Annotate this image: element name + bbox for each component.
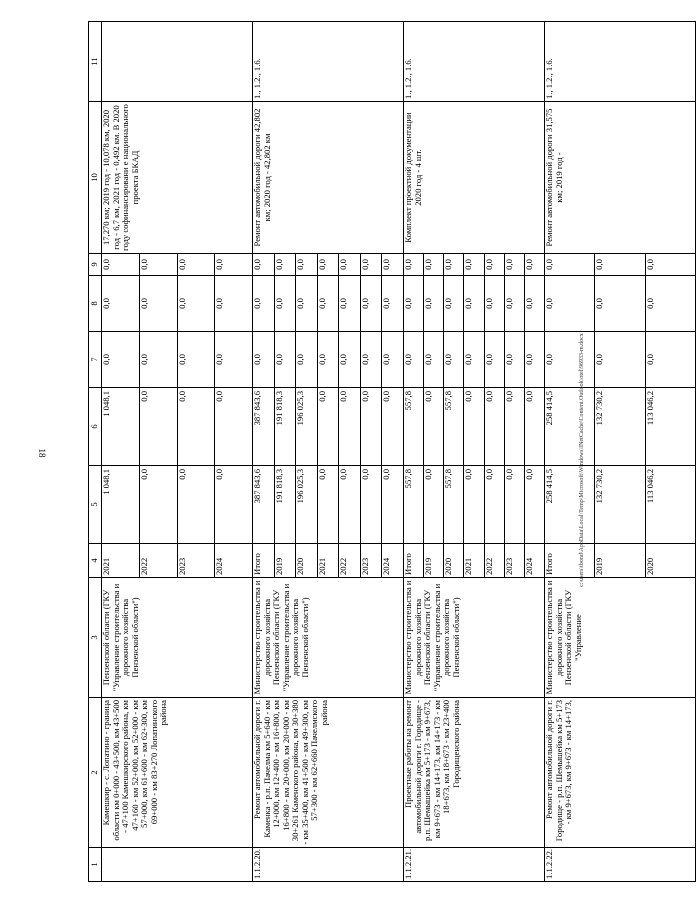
total-amount-cell: 0,0: [424, 466, 444, 544]
year-cell: Итого: [404, 544, 424, 578]
total-amount-cell: 0,0: [484, 466, 504, 544]
federal-budget-cell: 0,0: [645, 332, 695, 388]
header-cell: 5: [89, 466, 102, 544]
header-cell: 2: [89, 698, 102, 848]
federal-budget-cell: 0,0: [253, 332, 275, 388]
local-budget-cell: 0,0: [404, 276, 424, 332]
total-amount-cell: 557,8: [444, 466, 464, 544]
local-budget-cell: 0,0: [382, 276, 404, 332]
local-budget-cell: 0,0: [360, 276, 382, 332]
header-cell: 3: [89, 578, 102, 698]
total-amount-cell: 557,8: [404, 466, 424, 544]
year-cell: 2024: [382, 544, 404, 578]
federal-budget-cell: 0,0: [177, 332, 215, 388]
extra-budget-cell: 0,0: [177, 254, 215, 276]
header-cell: 8: [89, 276, 102, 332]
federal-budget-cell: 0,0: [444, 332, 464, 388]
local-budget-cell: 0,0: [545, 276, 595, 332]
total-amount-cell: 0,0: [504, 466, 524, 544]
item-number-cell: [102, 848, 253, 882]
extra-budget-cell: 0,0: [504, 254, 524, 276]
result-cell: Комплект проектной документации 2020 год - 4 шт.: [404, 102, 545, 254]
local-budget-cell: 0,0: [177, 276, 215, 332]
year-cell: 2024: [215, 544, 253, 578]
federal-budget-cell: 0,0: [317, 332, 339, 388]
event-name-cell: Ремонт автомобильной дороги г. Каменка - р.п. Пачелма км 5+640 - км 12+000, км 12+400 - км 16+800, км 16+800 - км 20+000, км 20+000 - км 30+261 Каменского района, км 30+380 - км 35+400, км 41+500 - км 49+300, км 57+300 - км 62+660 Пачелмского района: [253, 698, 404, 848]
extra-budget-cell: 0,0: [317, 254, 339, 276]
executor-cell: Пензенской области (ГКУ "Управление строительства и дорожного хозяйства Пензенской области"): [102, 578, 253, 698]
federal-budget-cell: 0,0: [524, 332, 544, 388]
regional-budget-cell: 1 048,1: [102, 388, 140, 466]
year-cell: 2020: [296, 544, 318, 578]
year-cell: Итого: [253, 544, 275, 578]
regional-budget-cell: 387 843,6: [253, 388, 275, 466]
federal-budget-cell: 0,0: [339, 332, 361, 388]
result-cell: Ремонт автомобильной дороги 31,575 км; 2019 год -: [545, 102, 696, 254]
total-amount-cell: 0,0: [360, 466, 382, 544]
total-amount-cell: 132 730,2: [595, 466, 645, 544]
regional-budget-cell: 0,0: [382, 388, 404, 466]
regional-budget-cell: 0,0: [424, 388, 444, 466]
federal-budget-cell: 0,0: [215, 332, 253, 388]
regional-budget-cell: 0,0: [139, 388, 177, 466]
regional-budget-cell: 0,0: [215, 388, 253, 466]
year-cell: Итого: [545, 544, 595, 578]
header-cell: 11: [89, 22, 102, 102]
total-amount-cell: 0,0: [215, 466, 253, 544]
result-cell: Ремонт автомобильной дороги 42,802 км; 2020 год - 42,802 км: [253, 102, 404, 254]
indicator-link-cell: 1., 1.2., 1.6.: [404, 22, 545, 102]
regional-budget-cell: 0,0: [524, 388, 544, 466]
local-budget-cell: 0,0: [296, 276, 318, 332]
executor-cell: Министерство строительства и дорожного хозяйства Пензенской области (ГКУ "Управление строительства и дорожного хозяйства Пензенской области"): [253, 578, 404, 698]
total-amount-cell: 113 046,2: [645, 466, 695, 544]
local-budget-cell: 0,0: [102, 276, 140, 332]
file-path-footer: c:\users\tbond\AppData\Local\Temp\Microsoft\Windows\INetCache\Content.Outlook\otel\96933-m.docx: [579, 333, 585, 587]
federal-budget-cell: 0,0: [424, 332, 444, 388]
program-table: [88, 21, 696, 882]
year-cell: 2019: [595, 544, 645, 578]
header-cell: 10: [89, 102, 102, 254]
year-cell: 2022: [139, 544, 177, 578]
extra-budget-cell: 0,0: [444, 254, 464, 276]
year-cell: 2022: [484, 544, 504, 578]
regional-budget-cell: 0,0: [360, 388, 382, 466]
year-cell: 2020: [645, 544, 695, 578]
year-cell: 2021: [102, 544, 140, 578]
total-amount-cell: 0,0: [139, 466, 177, 544]
total-amount-cell: 0,0: [177, 466, 215, 544]
indicator-link-cell: 1., 1.2., 1.6.: [545, 22, 696, 102]
extra-budget-cell: 0,0: [464, 254, 484, 276]
federal-budget-cell: 0,0: [504, 332, 524, 388]
local-budget-cell: 0,0: [595, 276, 645, 332]
total-amount-cell: 0,0: [317, 466, 339, 544]
extra-budget-cell: 0,0: [102, 254, 140, 276]
year-cell: 2019: [274, 544, 296, 578]
regional-budget-cell: 557,8: [444, 388, 464, 466]
indicator-link-cell: 1., 1.2., 1.6.: [253, 22, 404, 102]
year-cell: 2023: [360, 544, 382, 578]
table-body: [89, 22, 696, 882]
local-budget-cell: 0,0: [317, 276, 339, 332]
event-name-cell: Камешкир - с. Лопатино - граница области км 0+000 - 43+500, км 43+500 - 47+100 Камешкирского района, км 47+160 - км 52+000, км 52+000 - км 57+000, км 61+600 - км 62+300, км 69+000 - км 83+270 Лопатинского района: [102, 698, 253, 848]
table-row: [102, 22, 140, 882]
local-budget-cell: 0,0: [524, 276, 544, 332]
year-cell: 2020: [444, 544, 464, 578]
federal-budget-cell: 0,0: [484, 332, 504, 388]
year-cell: 2023: [504, 544, 524, 578]
table-row: [545, 22, 595, 882]
result-cell: 17,270 км; 2019 год - 10,078 км, 2020 год - 6,7 км, 2021 год - 0,492 км. В 2020 году софинансировани е национального проекта БКАД: [102, 102, 253, 254]
federal-budget-cell: 0,0: [139, 332, 177, 388]
federal-budget-cell: 0,0: [595, 332, 645, 388]
header-cell: 1: [89, 848, 102, 882]
regional-budget-cell: 0,0: [317, 388, 339, 466]
local-budget-cell: 0,0: [484, 276, 504, 332]
federal-budget-cell: 0,0: [545, 332, 595, 388]
total-amount-cell: 0,0: [339, 466, 361, 544]
regional-budget-cell: 0,0: [464, 388, 484, 466]
header-cell: 4: [89, 544, 102, 578]
local-budget-cell: 0,0: [464, 276, 484, 332]
local-budget-cell: 0,0: [444, 276, 464, 332]
federal-budget-cell: 0,0: [274, 332, 296, 388]
local-budget-cell: 0,0: [139, 276, 177, 332]
local-budget-cell: 0,0: [645, 276, 695, 332]
event-name-cell: Ремонт автомобильной дороги г. Городище - р.п. Шемышейка км 5+173 - км 9+673, км 9+673 - км 14+173,: [545, 698, 696, 848]
extra-budget-cell: 0,0: [215, 254, 253, 276]
total-amount-cell: 0,0: [382, 466, 404, 544]
regional-budget-cell: 196 025,3: [296, 388, 318, 466]
regional-budget-cell: 113 046,2: [645, 388, 695, 466]
year-cell: 2021: [317, 544, 339, 578]
extra-budget-cell: 0,0: [139, 254, 177, 276]
local-budget-cell: 0,0: [253, 276, 275, 332]
local-budget-cell: 0,0: [274, 276, 296, 332]
extra-budget-cell: 0,0: [645, 254, 695, 276]
extra-budget-cell: 0,0: [424, 254, 444, 276]
total-amount-cell: 0,0: [524, 466, 544, 544]
local-budget-cell: 0,0: [504, 276, 524, 332]
extra-budget-cell: 0,0: [382, 254, 404, 276]
federal-budget-cell: 0,0: [382, 332, 404, 388]
header-cell: 6: [89, 388, 102, 466]
total-amount-cell: 196 025,3: [296, 466, 318, 544]
total-amount-cell: 0,0: [464, 466, 484, 544]
federal-budget-cell: 0,0: [404, 332, 424, 388]
item-number-cell: 1.1.2.22.: [545, 848, 696, 882]
regional-budget-cell: 132 730,2: [595, 388, 645, 466]
extra-budget-cell: 0,0: [404, 254, 424, 276]
federal-budget-cell: 0,0: [360, 332, 382, 388]
regional-budget-cell: 258 414,5: [545, 388, 595, 466]
regional-budget-cell: 557,8: [404, 388, 424, 466]
federal-budget-cell: 0,0: [296, 332, 318, 388]
regional-budget-cell: 191 818,3: [274, 388, 296, 466]
item-number-cell: 1.1.2.21.: [404, 848, 545, 882]
total-amount-cell: 387 843,6: [253, 466, 275, 544]
total-amount-cell: 1 048,1: [102, 466, 140, 544]
year-cell: 2019: [424, 544, 444, 578]
extra-budget-cell: 0,0: [595, 254, 645, 276]
extra-budget-cell: 0,0: [296, 254, 318, 276]
year-cell: 2024: [524, 544, 544, 578]
extra-budget-cell: 0,0: [339, 254, 361, 276]
regional-budget-cell: 0,0: [484, 388, 504, 466]
regional-budget-cell: 0,0: [339, 388, 361, 466]
header-cell: 9: [89, 254, 102, 276]
local-budget-cell: 0,0: [339, 276, 361, 332]
extra-budget-cell: 0,0: [274, 254, 296, 276]
table-row: [253, 22, 275, 882]
event-name-cell: Проектные работы на ремонт автомобильной дороги г. Городище - р.п. Шемышейка км 5+173 - км 9+673, км 9+673 - км 14+173, км 14+173 - км 18+673, км 18+673 - км 23+400 Городищенского района: [404, 698, 545, 848]
item-number-cell: 1.1.2.20.: [253, 848, 404, 882]
regional-budget-cell: 0,0: [504, 388, 524, 466]
extra-budget-cell: 0,0: [253, 254, 275, 276]
extra-budget-cell: 0,0: [484, 254, 504, 276]
header-cell: 7: [89, 332, 102, 388]
extra-budget-cell: 0,0: [545, 254, 595, 276]
regional-budget-cell: 0,0: [177, 388, 215, 466]
extra-budget-cell: 0,0: [524, 254, 544, 276]
year-cell: 2023: [177, 544, 215, 578]
local-budget-cell: 0,0: [215, 276, 253, 332]
indicator-link-cell: [102, 22, 253, 102]
federal-budget-cell: 0,0: [102, 332, 140, 388]
federal-budget-cell: 0,0: [464, 332, 484, 388]
year-cell: 2022: [339, 544, 361, 578]
executor-cell: Министерство строительства и дорожного хозяйства Пензенской области (ГКУ "Управление: [545, 578, 696, 698]
header-row: [89, 22, 102, 882]
total-amount-cell: 191 818,3: [274, 466, 296, 544]
executor-cell: Министерство строительства и дорожного хозяйства Пензенской области (ГКУ "Управление строительства и дорожного хозяйства Пензенской области"): [404, 578, 545, 698]
year-cell: 2021: [464, 544, 484, 578]
page-number: 18: [37, 448, 47, 458]
extra-budget-cell: 0,0: [360, 254, 382, 276]
total-amount-cell: 258 414,5: [545, 466, 595, 544]
local-budget-cell: 0,0: [424, 276, 444, 332]
table-row: [404, 22, 424, 882]
